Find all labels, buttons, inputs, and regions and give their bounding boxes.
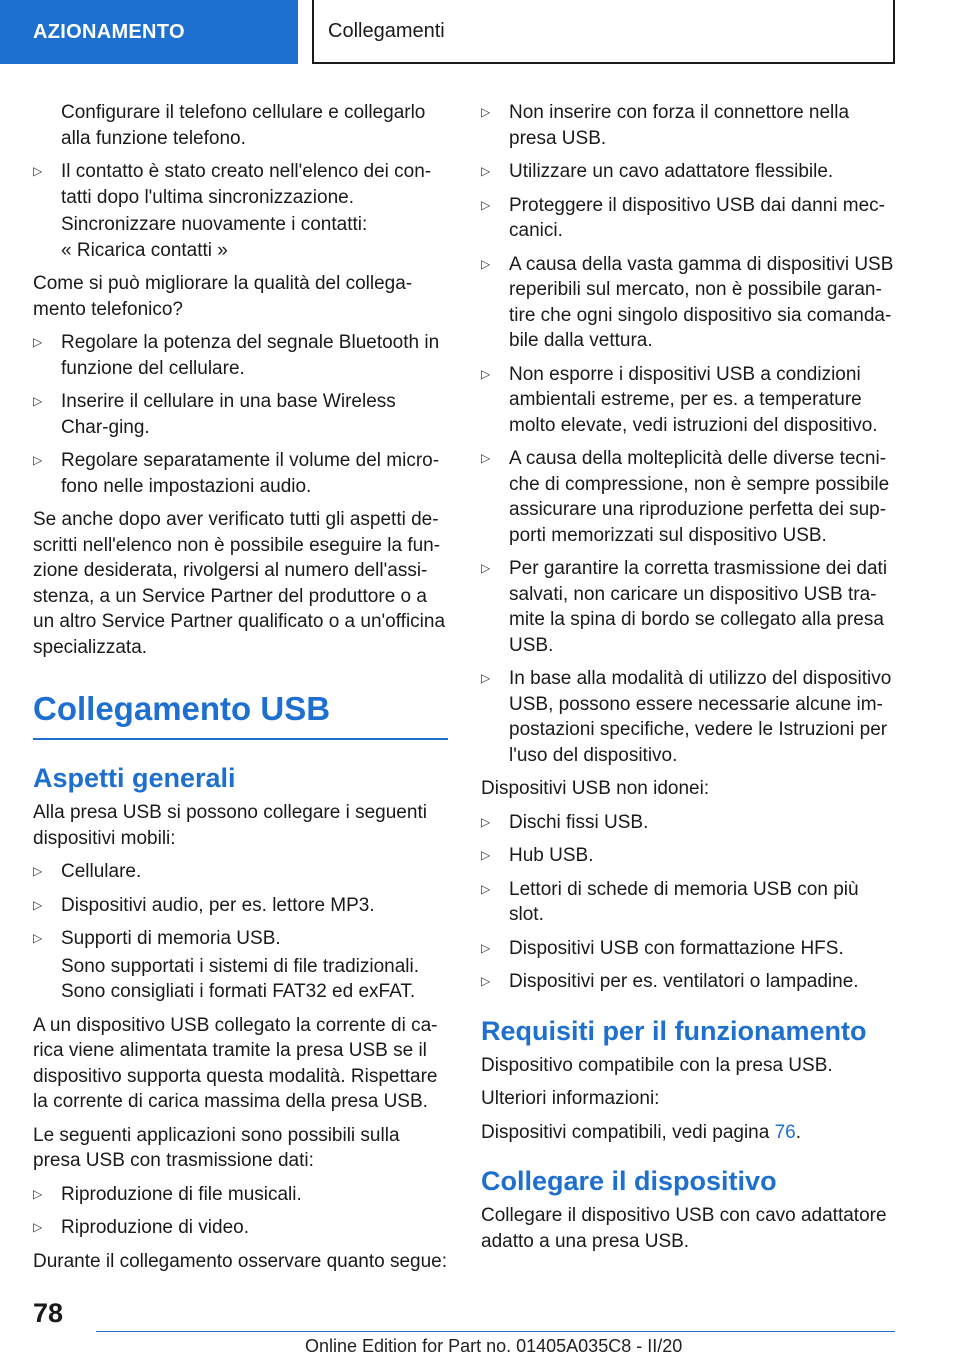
subsection-heading: Requisiti per il funzionamento bbox=[481, 1015, 867, 1046]
left-column bbox=[33, 100, 448, 1282]
list-item-text: Non esporre i dispositivi USB a condizioni ambientali estreme, per es. a temperature molto elevate, vedi istruzioni del dispositivo. bbox=[509, 363, 878, 436]
triangle-right-outline-icon: ▷ bbox=[481, 105, 491, 119]
right-column bbox=[481, 100, 895, 1262]
paragraph bbox=[481, 1120, 895, 1146]
list-item-text: Dischi fissi USB. bbox=[509, 811, 649, 833]
paragraph: Sincronizzare nuovamente i contatti: bbox=[61, 214, 368, 235]
list-item-text: Inserire il cellulare in una base Wireless Char-ging. bbox=[61, 391, 396, 438]
list-item bbox=[33, 448, 448, 499]
list-item bbox=[481, 666, 895, 768]
list-item-text: A causa della vasta gamma di dispositivi USB reperibili sul mercato, non è possibile garan-tire che ogni singolo dispositivo sia comanda-bile dalla vettura. bbox=[509, 253, 894, 351]
triangle-right-outline-icon: ▷ bbox=[33, 453, 43, 467]
list-item-text: Dispositivi USB con formattazione HFS. bbox=[509, 937, 844, 959]
list-item-text: Riproduzione di video. bbox=[61, 1217, 250, 1238]
subsection-heading: Collegare il dispositivo bbox=[481, 1166, 777, 1196]
paragraph: Le seguenti applicazioni sono possibili sulla presa USB con trasmissione dati: bbox=[33, 1124, 400, 1171]
list-item bbox=[481, 193, 895, 244]
paragraph: A un dispositivo USB collegato la corrente di ca-rica viene alimentata tramite la presa USB se il dispositivo supporta questa modalità. Rispettare la corrente di carica massima della presa USB. bbox=[33, 1014, 438, 1112]
list-item-text: A causa della molteplicità delle diverse tecni-che di compressione, non è sempre possibile assicurare una riproduzione perfetta dei sup-porti memorizzati sul dispositivo USB. bbox=[509, 448, 890, 546]
list-item bbox=[33, 1215, 448, 1241]
list-item-text: Proteggere il dispositivo USB dai danni mec-canici. bbox=[509, 194, 885, 241]
reference-end: . bbox=[795, 1121, 802, 1143]
list-item-text: Dispositivi audio, per es. lettore MP3. bbox=[61, 894, 375, 916]
paragraph: Alla presa USB si possono collegare i seguenti dispositivi mobili: bbox=[33, 802, 427, 849]
paragraph: Sono consigliati i formati FAT32 ed exFAT. bbox=[61, 981, 416, 1002]
list-item bbox=[481, 877, 895, 928]
list-item-text: Il contatto è stato creato nell'elenco dei con-tatti dopo l'ultima sincronizzazione. bbox=[61, 161, 432, 208]
triangle-right-outline-icon: ▷ bbox=[481, 164, 491, 178]
list-item-text: Supporti di memoria USB. bbox=[61, 928, 281, 949]
triangle-right-outline-icon: ▷ bbox=[481, 451, 491, 465]
triangle-right-outline-icon: ▷ bbox=[33, 864, 43, 878]
triangle-right-outline-icon: ▷ bbox=[33, 931, 43, 945]
paragraph: Configurare il telefono cellulare e collegarlo alla funzione telefono. bbox=[61, 102, 426, 149]
paragraph: Ulteriori informazioni: bbox=[481, 1088, 660, 1109]
list-item bbox=[33, 893, 448, 919]
list-item-text: Per garantire la corretta trasmissione dei dati salvati, non caricare un dispositivo USB tra-mite la spina di bordo se collegato alla presa USB. bbox=[509, 558, 888, 656]
list-item bbox=[33, 926, 448, 952]
triangle-right-outline-icon: ▷ bbox=[481, 561, 491, 575]
list-item-text: Dispositivi per es. ventilatori o lampadine. bbox=[509, 971, 859, 992]
paragraph: Dispositivi USB non idonei: bbox=[481, 778, 710, 799]
triangle-right-outline-icon: ▷ bbox=[481, 848, 491, 862]
list-item-text: Riproduzione di file musicali. bbox=[61, 1183, 302, 1205]
paragraph: Dispositivo compatibile con la presa USB. bbox=[481, 1054, 833, 1076]
list-item bbox=[33, 330, 448, 381]
triangle-right-outline-icon: ▷ bbox=[481, 671, 491, 685]
list-item bbox=[481, 362, 895, 439]
triangle-right-outline-icon: ▷ bbox=[33, 1220, 43, 1234]
paragraph: Come si può migliorare la qualità del collega-mento telefonico? bbox=[33, 273, 413, 320]
list-item bbox=[481, 843, 895, 869]
paragraph: Durante il collegamento osservare quanto segue: bbox=[33, 1250, 448, 1272]
paragraph: Sono supportati i sistemi di file tradizionali. bbox=[61, 955, 420, 977]
list-item bbox=[481, 159, 895, 185]
list-item bbox=[481, 252, 895, 354]
reference-text: Dispositivi compatibili, vedi pagina bbox=[481, 1121, 770, 1143]
footer-edition: Online Edition for Part no. 01405A035C8 - II/20 bbox=[305, 1336, 683, 1356]
list-item bbox=[33, 389, 448, 440]
chapter-title: Collegamenti bbox=[312, 0, 895, 64]
list-item bbox=[481, 936, 895, 962]
list-item-text: Utilizzare un cavo adattatore flessibile. bbox=[509, 161, 834, 182]
page-link[interactable]: 76 bbox=[774, 1121, 796, 1143]
section-heading: Collegamento USB bbox=[33, 690, 448, 740]
list-item-text: Regolare la potenza del segnale Bluetooth in funzione del cellulare. bbox=[61, 332, 440, 379]
list-item-text: Hub USB. bbox=[509, 845, 594, 866]
list-item bbox=[481, 100, 895, 151]
list-item bbox=[33, 1182, 448, 1208]
list-item bbox=[33, 859, 448, 885]
triangle-right-outline-icon: ▷ bbox=[33, 164, 43, 178]
triangle-right-outline-icon: ▷ bbox=[481, 940, 491, 955]
triangle-right-outline-icon: ▷ bbox=[33, 335, 43, 349]
triangle-right-outline-icon: ▷ bbox=[481, 881, 491, 896]
list-item bbox=[481, 446, 895, 548]
triangle-right-outline-icon: ▷ bbox=[481, 366, 491, 381]
page-number: 78 bbox=[33, 1298, 64, 1328]
list-item-text: Lettori di schede di memoria USB con più slot. bbox=[509, 878, 859, 925]
paragraph: « Ricarica contatti » bbox=[61, 239, 228, 261]
list-item-text: In base alla modalità di utilizzo del dispositivo USB, possono essere necessarie alcune im-postazioni specifiche, vedere le Istruzioni per l'uso del dispositivo. bbox=[509, 668, 892, 766]
list-item bbox=[33, 159, 448, 210]
list-item bbox=[481, 810, 895, 836]
paragraph: Se anche dopo aver verificato tutti gli aspetti de-scritti nell'elenco non è possibile eseguire la fun-zione desiderata, rivolgersi al numero dell'assi-stenza, a un Service Partner del produttore o a un altro Service Partner qualificato o a un'officina specializzata. bbox=[33, 509, 446, 658]
list-item-text: Regolare separatamente il volume del micro-fono nelle impostazioni audio. bbox=[61, 450, 440, 497]
list-item bbox=[481, 556, 895, 658]
list-item bbox=[481, 969, 895, 995]
triangle-right-outline-icon: ▷ bbox=[33, 1186, 43, 1201]
triangle-right-outline-icon: ▷ bbox=[481, 256, 491, 271]
list-item-text: Non inserire con forza il connettore nella presa USB. bbox=[509, 102, 850, 149]
triangle-right-outline-icon: ▷ bbox=[481, 197, 491, 212]
section-tab: AZIONAMENTO bbox=[0, 0, 298, 64]
triangle-right-outline-icon: ▷ bbox=[33, 394, 43, 408]
list-item-text: Cellulare. bbox=[61, 861, 142, 882]
triangle-right-outline-icon: ▷ bbox=[481, 974, 491, 988]
subsection-heading: Aspetti generali bbox=[33, 763, 236, 793]
triangle-right-outline-icon: ▷ bbox=[481, 814, 491, 829]
triangle-right-outline-icon: ▷ bbox=[33, 897, 43, 912]
footer-divider bbox=[96, 1331, 895, 1332]
paragraph: Collegare il dispositivo USB con cavo adattatore adatto a una presa USB. bbox=[481, 1205, 887, 1252]
